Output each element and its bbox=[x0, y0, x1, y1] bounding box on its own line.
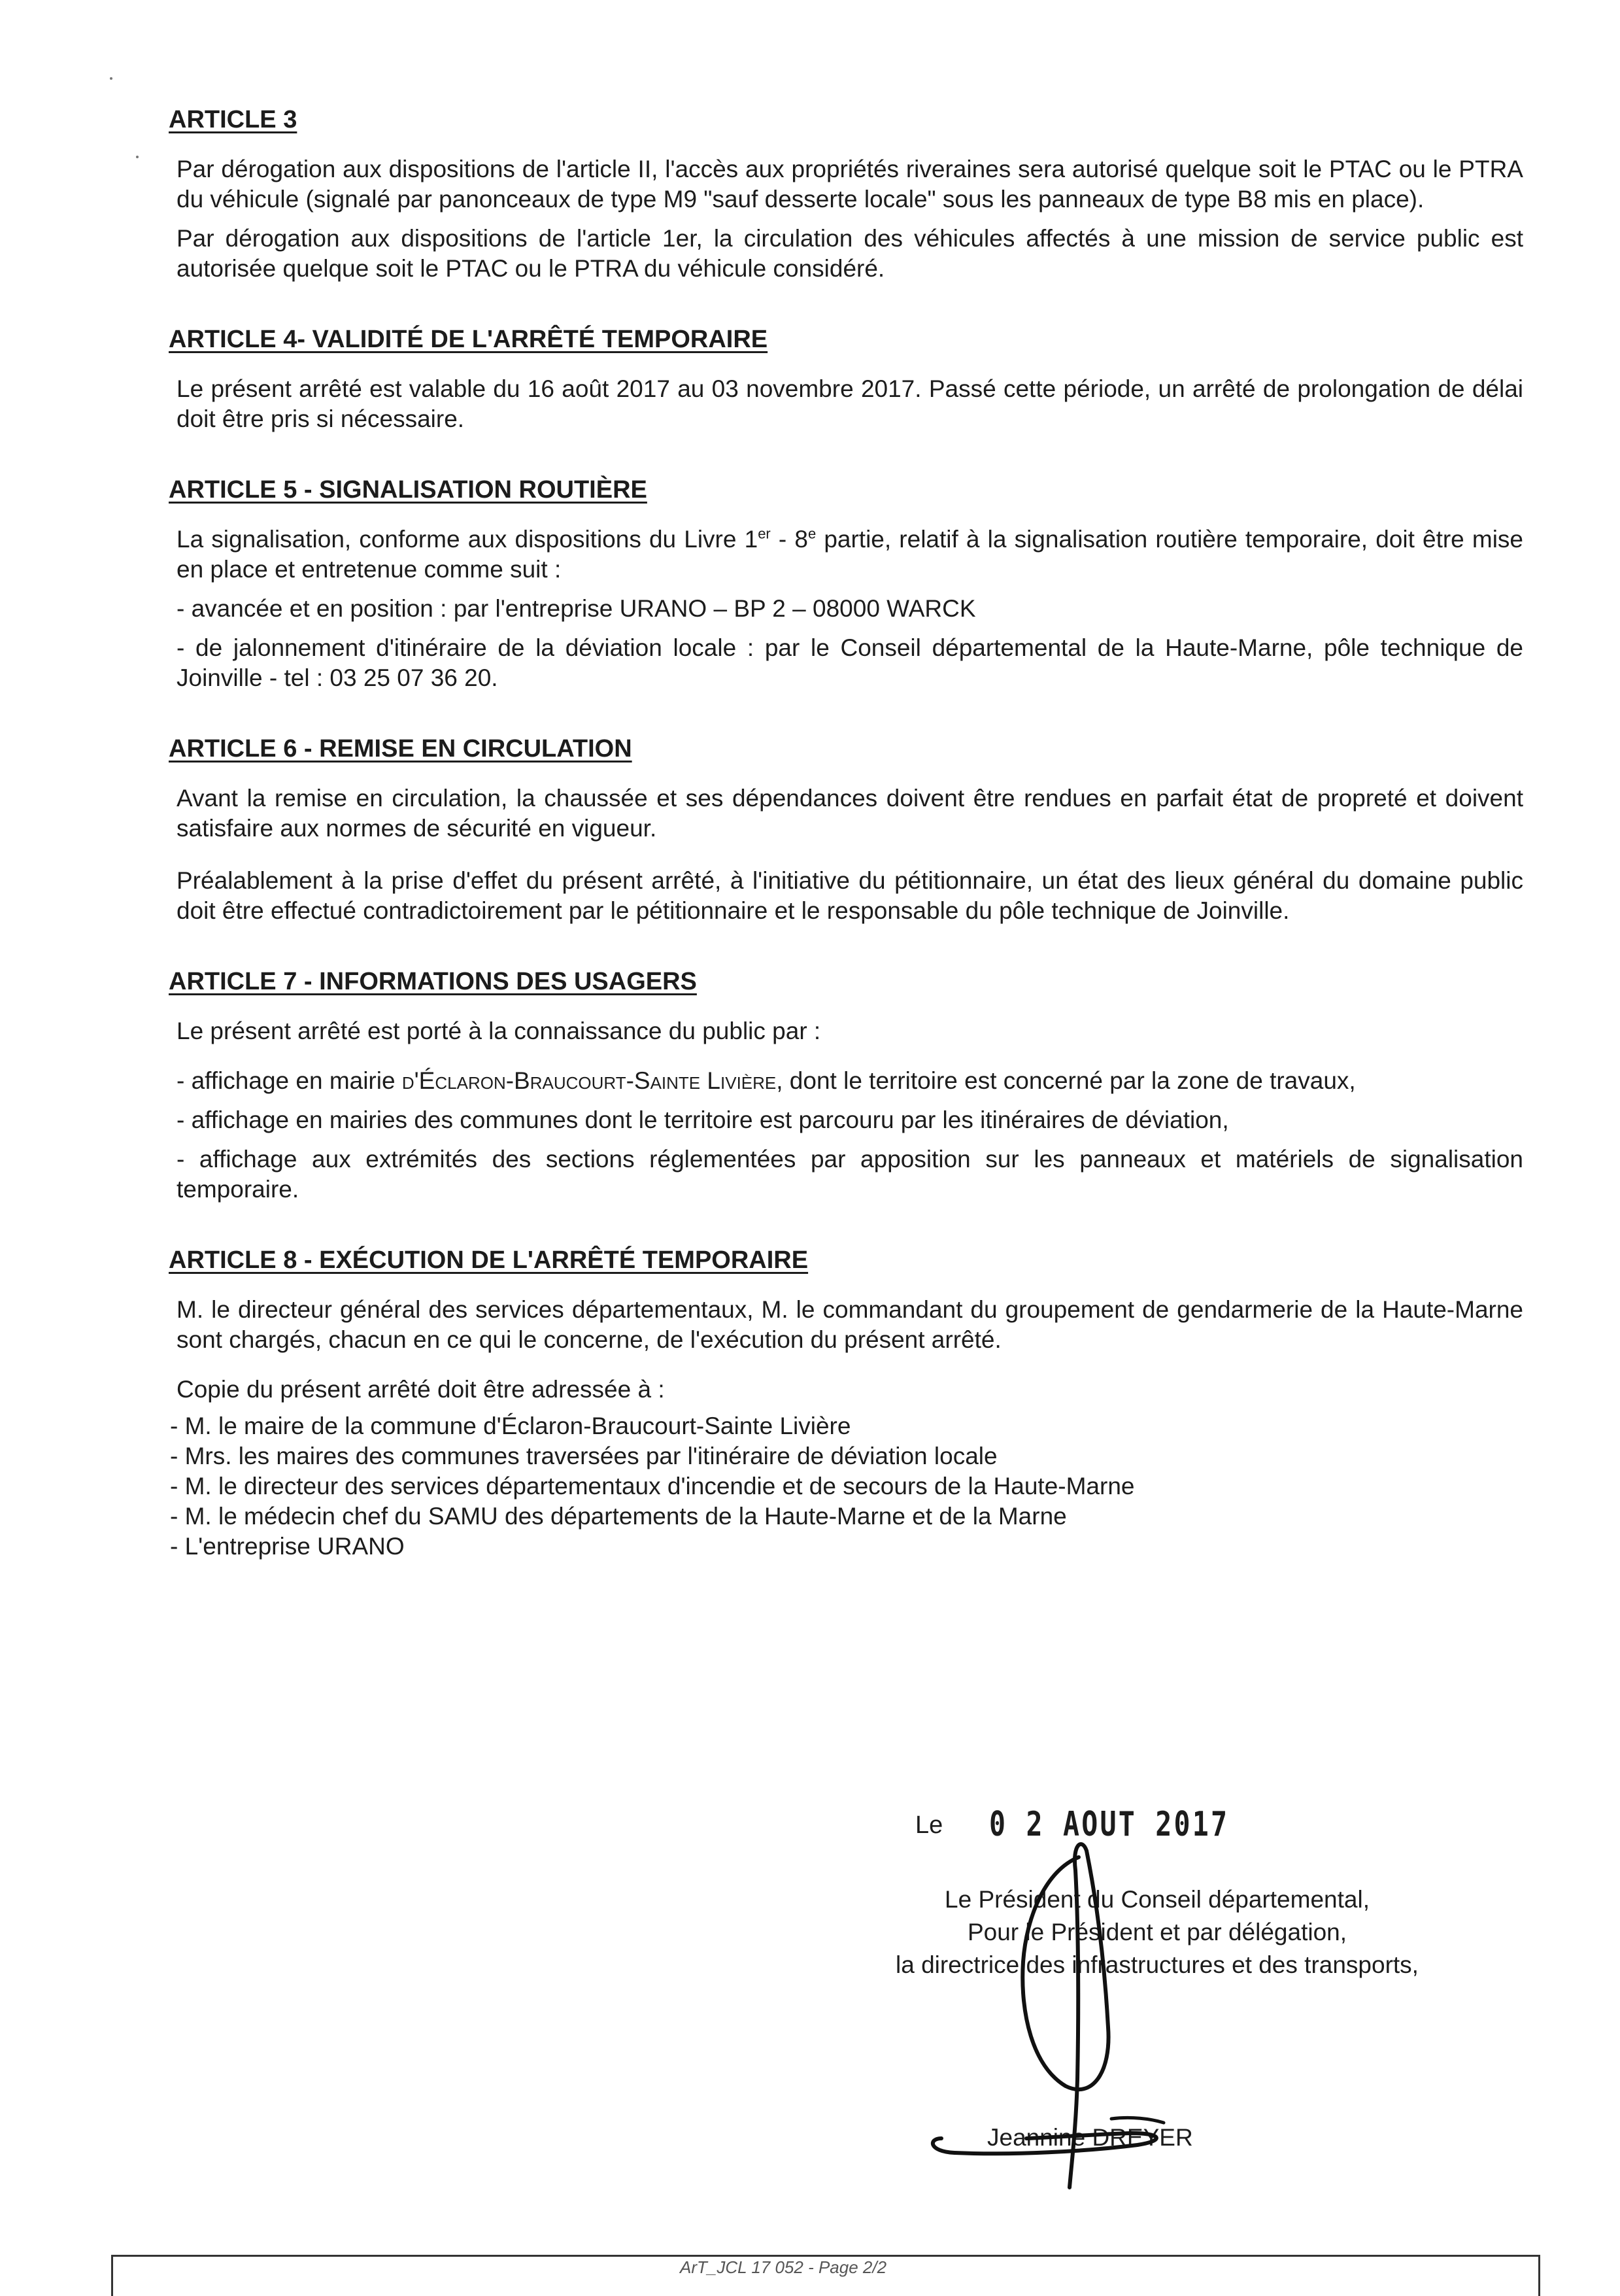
recipient-item: - L'entreprise URANO bbox=[170, 1533, 405, 1560]
commune-name: d'Éclaron-Braucourt-Sainte Livière bbox=[401, 1067, 777, 1094]
superscript-er: er bbox=[758, 525, 771, 542]
article-8-heading: ARTICLE 8 - EXÉCUTION DE L'ARRÊTÉ TEMPORAIRE bbox=[169, 1246, 809, 1274]
article-8-paragraph-2: Copie du présent arrêté doit être adressée à : bbox=[177, 1376, 665, 1403]
signatory-line-2: Pour le Président et par délégation, bbox=[967, 1919, 1347, 1945]
article-3 bbox=[163, 105, 1523, 284]
signatory-line-1: Le Président du Conseil départemental, bbox=[945, 1886, 1370, 1913]
recipient-item: - M. le médecin chef du SAMU des départements de la Haute-Marne et de la Marne bbox=[170, 1503, 1067, 1530]
article-4-heading: ARTICLE 4- VALIDITÉ DE L'ARRÊTÉ TEMPORAIRE bbox=[169, 326, 768, 353]
signatory-name: Jeannine DREYER bbox=[987, 2124, 1193, 2151]
article-6 bbox=[163, 734, 1523, 926]
article-6-paragraph-1: Avant la remise en circulation, la chaussée et ses dépendances doivent être rendues en parfait état de propreté et doivent satisfaire aux normes de sécurité en vigueur. bbox=[177, 785, 1523, 842]
document-body bbox=[163, 105, 1523, 1562]
article-3-heading: ARTICLE 3 bbox=[169, 106, 297, 133]
footer-reference: ArT_JCL 17 052 - Page 2/2 bbox=[680, 2257, 887, 2277]
scan-speck bbox=[136, 156, 139, 158]
signature-date bbox=[915, 1805, 1289, 1844]
signatory-block bbox=[824, 1883, 1491, 1981]
scan-speck bbox=[110, 77, 112, 80]
article-7-item-1-a: - affichage en mairie bbox=[177, 1067, 402, 1094]
article-5-item-1: - avancée et en position : par l'entreprise URANO – BP 2 – 08000 WARCK bbox=[177, 595, 976, 622]
article-6-heading: ARTICLE 6 - REMISE EN CIRCULATION bbox=[169, 735, 632, 762]
article-7-item-2: - affichage en mairies des communes dont le territoire est parcouru par les itinéraires de déviation, bbox=[177, 1106, 1229, 1133]
article-4-paragraph-1: Le présent arrêté est valable du 16 août 2017 au 03 novembre 2017. Passé cette période, un arrêté de prolongation de délai doit être pris si nécessaire. bbox=[177, 375, 1523, 432]
article-5-heading: ARTICLE 5 - SIGNALISATION ROUTIÈRE bbox=[169, 476, 647, 504]
article-7-item-1 bbox=[177, 1066, 1523, 1096]
superscript-e: e bbox=[807, 525, 817, 542]
article-8-paragraph-1: M. le directeur général des services départementaux, M. le commandant du groupement de gendarmerie de la Haute-Marne sont chargés, chacun en ce qui le concerne, de l'exécution du présent arrêté. bbox=[177, 1296, 1523, 1353]
recipient-item: - M. le maire de la commune d'Éclaron-Braucourt-Sainte Livière bbox=[170, 1413, 851, 1439]
article-5-item-2: - de jalonnement d'itinéraire de la déviation locale : par le Conseil départemental de la Haute-Marne, pôle technique de Joinville - tel : 03 25 07 36 20. bbox=[177, 634, 1523, 691]
article-3-paragraph-1: Par dérogation aux dispositions de l'article II, l'accès aux propriétés riveraines sera autorisé quelque soit le PTAC ou le PTRA du véhicule (signalé par panonceaux de type M9 "sauf desserte locale" sous les panneaux de type B8 mis en place). bbox=[177, 156, 1523, 213]
signatory-line-3: la directrice des infrastructures et des transports, bbox=[896, 1951, 1419, 1978]
article-5-text-c: partie, relatif à la signalisation routière temporaire, doit être mise en place et entretenue comme suit : bbox=[177, 526, 1523, 583]
article-5-paragraph-1 bbox=[177, 524, 1523, 585]
recipient-list bbox=[170, 1411, 1523, 1562]
article-7-paragraph-1: Le présent arrêté est porté à la connaissance du public par : bbox=[177, 1018, 821, 1044]
article-7 bbox=[163, 967, 1523, 1205]
article-8 bbox=[163, 1245, 1523, 1562]
recipient-item: - Mrs. les maires des communes traversées par l'itinéraire de déviation locale bbox=[170, 1443, 998, 1469]
article-5-text-a: La signalisation, conforme aux dispositions du Livre 1 bbox=[177, 526, 758, 553]
article-7-item-3: - affichage aux extrémités des sections réglementées par apposition sur les panneaux et matériels de signalisation temporaire. bbox=[177, 1146, 1523, 1203]
article-5 bbox=[163, 475, 1523, 693]
date-prefix: Le bbox=[915, 1811, 943, 1839]
article-6-paragraph-2: Préalablement à la prise d'effet du présent arrêté, à l'initiative du pétitionnaire, un état des lieux général du domaine public doit être effectué contradictoirement par le pétitionnaire et le responsable du pôle technique de Joinville. bbox=[177, 867, 1523, 924]
recipient-item: - M. le directeur des services départementaux d'incendie et de secours de la Haute-Marne bbox=[170, 1473, 1135, 1499]
article-5-text-b: - 8 bbox=[770, 526, 808, 553]
article-7-heading: ARTICLE 7 - INFORMATIONS DES USAGERS bbox=[169, 968, 697, 995]
date-stamp: 0 2 AOUT 2017 bbox=[988, 1805, 1230, 1844]
article-3-paragraph-2: Par dérogation aux dispositions de l'article 1er, la circulation des véhicules affectés à une mission de service public est autorisée quelque soit le PTAC ou le PTRA du véhicule considéré. bbox=[177, 225, 1523, 282]
article-4 bbox=[163, 324, 1523, 434]
article-7-item-1-b: , dont le territoire est concerné par la zone de travaux, bbox=[776, 1067, 1356, 1094]
